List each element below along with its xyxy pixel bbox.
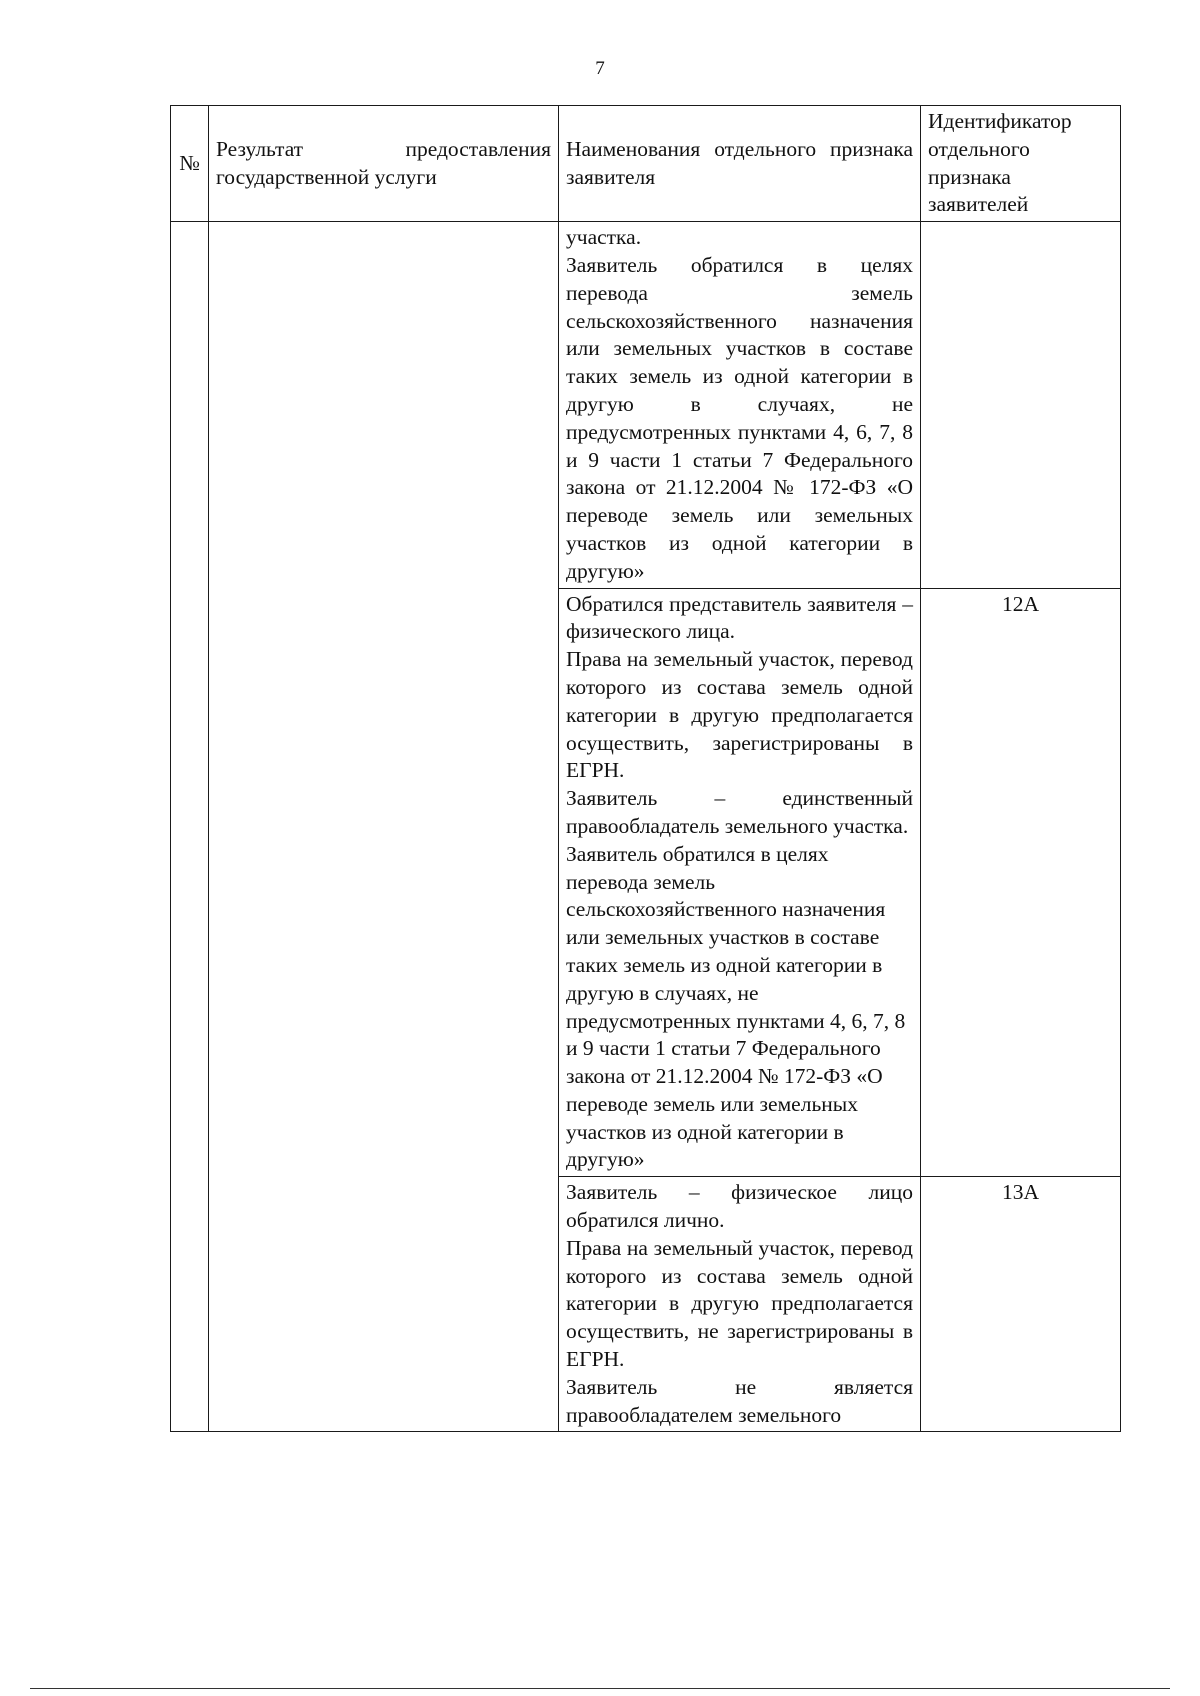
paragraph: участка. [566,225,642,250]
identifier-cell: 13А [921,1177,1121,1432]
paragraph: Заявитель обратился в целях перевода земель сельскохозяйственного назначения или земельных участков в составе таких земель из одной категории в другую в случаях, не предусмотренных пунктами 4, 6, 7, 8 и 9 части 1 статьи 7 Федерального закона от 21.12.2004 № 172-ФЗ «О переводе земель или земельных участков из одной категории в другую» [566,252,913,583]
identifier-cell [921,222,1121,588]
table-header-row [171,106,1121,222]
identifier-cell: 12А [921,588,1121,1177]
attribute-text-cell [559,222,921,588]
paragraph: Права на земельный участок, перевод которого из состава земель одной категории в другую предполагается осуществить, не зарегистрированы в ЕГРН. [566,1235,913,1372]
page-bottom-rule [30,1688,1170,1689]
page-number: 7 [595,58,605,79]
header-service-result: Результат предоставления государственной услуги [209,106,559,222]
header-number: № [171,106,209,222]
paragraph: Обратился представитель заявителя – физического лица. [566,591,913,644]
paragraph: Заявитель – единственный правообладатель земельного участка. [566,786,913,838]
table-row [171,222,1121,588]
header-attribute-name: Наименования отдельного признака заявителя [559,106,921,222]
header-attribute-identifier: Идентификатор отдельного признака заявителей [921,106,1121,222]
paragraph: Права на земельный участок, перевод которого из состава земель одной категории в другую предполагается осуществить, зарегистрированы в ЕГРН. [566,647,913,783]
service-result-cell [209,222,559,1432]
paragraph: Заявитель обратился в целях перевода земель сельскохозяйственного назначения или земельных участков в составе таких земель из одной категории в другую в случаях, не предусмотренных пунктами 4, 6, 7, 8 и 9 части 1 статьи 7 Федерального закона от 21.12.2004 № 172-ФЗ «О переводе земель или земельных участков из одной категории в другую» [566,841,906,1172]
row-number-cell [171,222,209,1432]
attribute-text-cell [559,1177,921,1432]
paragraph: Заявитель – физическое лицо обратился лично. [566,1180,913,1233]
applicant-attributes-table [170,105,1121,1432]
attribute-text-cell [559,588,921,1177]
paragraph: Заявитель не является правообладателем земельного [566,1374,913,1427]
